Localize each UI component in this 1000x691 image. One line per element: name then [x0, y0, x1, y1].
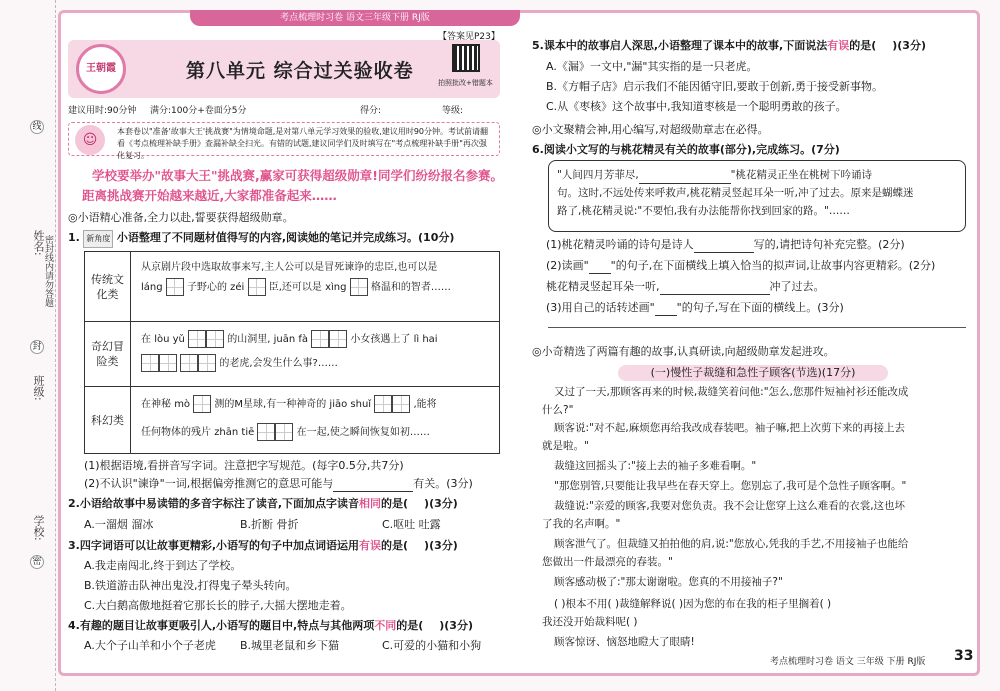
story-line: 裁缝这回摇头了:"接上去的袖子多难看啊。" — [554, 460, 757, 472]
writing-box[interactable] — [248, 278, 266, 296]
text: 在神秘 — [141, 399, 171, 410]
table-row — [85, 387, 499, 453]
text: (2)读画" — [546, 259, 589, 272]
underline-sample — [655, 315, 677, 316]
text: (1)桃花精灵吟诵的诗句是诗人 — [546, 238, 694, 251]
seal-mark-3: 密 — [30, 555, 44, 569]
row-text — [141, 330, 438, 348]
story-line: "那您别管,只要能让我早些在春天穿上。您别忘了,我可是个急性子顾客啊。" — [554, 480, 907, 492]
q6-sub2 — [546, 258, 935, 274]
option: A.我走南闯北,终于到达了学校。 — [84, 559, 242, 572]
top-banner: 考点梳理时习卷 语文三年级下册 RJ版 — [190, 10, 520, 26]
pinyin: mò — [174, 399, 191, 410]
text: 臣,还可以是 — [268, 282, 322, 293]
emphasis: 相同 — [359, 497, 382, 510]
option: A.《漏》一文中,"漏"其实指的是一只老虎。 — [546, 60, 758, 73]
level-label: 等级: — [442, 106, 464, 116]
q6-text: 6.阅读小文写的与桃花精灵有关的故事(部分),完成练习。(7分) — [532, 143, 840, 156]
emphasis: 有误 — [359, 539, 382, 552]
text: 小女孩遇上了 — [350, 334, 411, 345]
writing-box[interactable] — [198, 354, 216, 372]
question-1 — [68, 230, 454, 248]
writing-box[interactable] — [188, 330, 206, 348]
qr-caption: 拍照批改+错题本 — [438, 79, 493, 87]
seal-mark-1: 线 — [30, 120, 44, 134]
got-label: 得分: — [360, 106, 382, 116]
writing-box[interactable] — [311, 330, 329, 348]
pinyin: jiāo shuǐ — [329, 399, 372, 410]
text: 写的,请把诗句补充完整。(2分) — [753, 238, 905, 251]
intro-3: ◎小奇精选了两篇有趣的故事,认真研读,向超级勋章发起进攻。 — [532, 345, 835, 358]
story-line: 什么?" — [542, 404, 574, 416]
question-4 — [68, 618, 473, 634]
story-line: 就是啦。" — [542, 440, 589, 452]
pinyin: láng — [141, 282, 163, 293]
notice-text: 本套卷以"准备'故事大王'挑战赛"为情境命题,是对第八单元学习效果的验收,建议用时90分钟。考试前请翻看《考点梳理补缺手册》查漏补缺全扫光。有错的试题,建议同学们及时填写在"考点梳理补缺手册"再次强化复习。 — [117, 127, 489, 160]
row-category: 传统文化类 — [85, 252, 131, 321]
q1-text: 小语整理了不同题材值得写的内容,阅读她的笔记并完成练习。(10分) — [116, 231, 455, 244]
writing-box[interactable] — [329, 330, 347, 348]
option: B.《方帽子店》启示我们不能因循守旧,要敢于创新,勇于接受新事物。 — [546, 80, 884, 93]
table-row — [85, 322, 499, 387]
writing-box[interactable] — [159, 354, 177, 372]
text: 的是( — [381, 539, 409, 552]
text: 的是( — [396, 619, 424, 632]
answer-blank[interactable] — [333, 491, 413, 492]
text: 测的M星球,有一种神奇的 — [214, 399, 327, 410]
emphasis: 有误 — [827, 39, 850, 52]
text: )(3分) — [424, 539, 458, 552]
option: B.城里老鼠和乡下猫 — [240, 639, 340, 652]
pinyin: lì hai — [413, 334, 438, 345]
text: 子野心的 — [186, 282, 227, 293]
writing-box[interactable] — [193, 395, 211, 413]
pinyin: zhān tiē — [214, 427, 255, 438]
option: C.大白鹅高傲地挺着它那长长的脖子,大摇大摆地走着。 — [84, 599, 352, 612]
option: A.一溜烟 溜冰 — [84, 518, 154, 531]
time-info: 建议用时:90分钟 — [68, 106, 137, 116]
character-icon: ☺ — [75, 125, 105, 155]
writing-box[interactable] — [350, 278, 368, 296]
row-text-2 — [141, 423, 430, 441]
story-line: ( )根本不用( )裁缝解释说( )因为您的布在我的柜子里搁着( ) — [554, 598, 832, 610]
text: 在 — [141, 334, 151, 345]
score-info: 满分:100分+卷面分5分 — [150, 106, 247, 116]
text: "的句子,写在下面的横线上。(3分) — [676, 301, 844, 314]
class-label: 班级: — [32, 375, 45, 401]
text: )(3分) — [424, 497, 458, 510]
story-line — [557, 166, 957, 184]
option: C.呕吐 吐露 — [382, 518, 441, 531]
text: 5.课本中的故事启人深思,小语整理了课本中的故事,下面说法 — [532, 39, 828, 52]
text: 的老虎,会发生什么事?…… — [219, 358, 338, 369]
writing-box[interactable] — [166, 278, 184, 296]
notes-table — [84, 251, 500, 454]
option: C.从《枣核》这个故事中,我知道枣核是一个聪明勇敢的孩子。 — [546, 100, 847, 113]
text: 桃花精灵竖起耳朵一听, — [546, 280, 660, 293]
q1-number: 1. — [68, 231, 80, 244]
answer-ref: 【答案见P23】 — [438, 32, 500, 42]
q1-sub2 — [84, 476, 473, 492]
seal-mark-2: 封 — [30, 340, 44, 354]
text: "人间四月芳菲尽, — [557, 169, 639, 181]
emphasis: 不同 — [374, 619, 397, 632]
pinyin: lòu yǔ — [154, 334, 185, 345]
text: 的是( — [849, 39, 877, 52]
text: 在一起,使之瞬间恢复如初…… — [296, 427, 430, 438]
text: "桃花精灵正坐在桃树下吟诵诗 — [730, 169, 873, 181]
story-box — [548, 160, 966, 232]
brand-logo: 王朝霞 — [76, 44, 126, 94]
writing-box[interactable] — [206, 330, 224, 348]
writing-box[interactable] — [374, 395, 392, 413]
footer: 考点梳理时习卷 语文 三年级 下册 RJ版 — [770, 657, 926, 667]
question-2 — [68, 496, 458, 512]
text: 有关。(3分) — [413, 477, 473, 490]
story-line: 路了,桃花精灵说:"不要怕,我有办法能帮你找到回家的路。"…… — [557, 205, 850, 217]
story-line: 了我的名声啊。" — [542, 518, 621, 530]
writing-box[interactable] — [392, 395, 410, 413]
option: B.折断 骨折 — [240, 518, 299, 531]
story-line: 顾客泄气了。但裁缝又拍拍他的肩,说:"您放心,凭我的手艺,不用接袖子也能给 — [554, 538, 909, 550]
text: (3)用自己的话转述画" — [546, 301, 655, 314]
underline-sample — [589, 273, 611, 274]
notice-box — [68, 122, 500, 160]
row-category: 科幻类 — [85, 387, 131, 453]
text: (2)不认识"谏诤"一词,根据偏旁推测它的意思可能与 — [84, 477, 334, 490]
intro-1: ◎小语精心准备,全力以赴,誓要获得超级勋章。 — [68, 211, 294, 224]
row-text: 从京剧片段中选取故事来写,主人公可以是冒死谏诤的忠臣,也可以是 — [141, 262, 438, 273]
name-label: 姓名: — [32, 230, 45, 256]
school-label: 学校: — [32, 515, 45, 541]
story-line: 顾客惊讶、恼怒地瞪大了眼睛! — [554, 636, 695, 648]
text: )(3分) — [439, 619, 473, 632]
q1-sub1: (1)根据语境,看拼音写字词。注意把字写规范。(每字0.5分,共7分) — [84, 459, 404, 472]
answer-blank[interactable] — [660, 294, 770, 295]
answer-blank[interactable] — [694, 252, 754, 253]
text: 4.有趣的题目让故事更吸引人,小语写的题目中,特点与其他两项 — [68, 619, 375, 632]
seal-notice: 密封线内请勿答题 — [43, 235, 53, 307]
text: "的句子,在下面横线上填入恰当的拟声词,让故事内容更精彩。(2分) — [610, 259, 936, 272]
writing-box[interactable] — [180, 354, 198, 372]
pinyin: juān fà — [273, 334, 309, 345]
row-text — [141, 395, 437, 413]
text: 3.四字词语可以让故事更精彩,小语写的句子中加点词语运用 — [68, 539, 360, 552]
text: 冲了过去。 — [769, 280, 825, 293]
row-category: 奇幻冒险类 — [85, 322, 131, 386]
story-line: 我还没开始裁料呢( ) — [542, 616, 638, 628]
text: 的山洞里, — [227, 334, 271, 345]
question-3 — [68, 538, 458, 554]
q1-tag: 新角度 — [83, 230, 113, 248]
story-line: 顾客感动极了:"那太谢谢啦。您真的不用接袖子?" — [554, 576, 783, 588]
answer-line[interactable] — [548, 327, 966, 328]
text: 任何物体的残片 — [141, 427, 211, 438]
story-line: 句。这时,不远处传来呼救声,桃花精灵竖起耳朵一听,冲了过去。原来是蝴蝶迷 — [557, 187, 914, 199]
row-text-2 — [141, 354, 338, 372]
pinyin: xìng — [325, 282, 347, 293]
story-line: 又过了一天,那顾客再来的时候,裁缝笑着问他:"怎么,您那件短袖衬衫还能改成 — [554, 386, 909, 398]
option: A.大个子山羊和小个子老虎 — [84, 639, 216, 652]
row-text-2 — [141, 278, 451, 296]
text: 格温和的智者…… — [370, 282, 451, 293]
q6-sub2-line — [546, 279, 825, 295]
banner-line-2: 距离挑战赛开始越来越近,大家都准备起来…… — [82, 188, 337, 203]
page-title: 第八单元 综合过关验收卷 — [186, 60, 414, 82]
section-title: (一)慢性子裁缝和急性子顾客(节选)(17分) — [618, 365, 888, 381]
writing-box[interactable] — [275, 423, 293, 441]
banner-line-1: 学校要举办"故事大王"挑战赛,赢家可获得超级勋章!同学们纷纷报名参赛。 — [92, 168, 503, 183]
binding-gutter — [0, 0, 56, 691]
story-line: 您做出一件最漂亮的春装。" — [542, 556, 673, 568]
pinyin: zéi — [230, 282, 245, 293]
table-row — [85, 252, 499, 322]
q6-sub1 — [546, 237, 905, 253]
qr-code-icon[interactable] — [452, 44, 480, 72]
text: )(3分) — [892, 39, 926, 52]
story-line: 裁缝说:"亲爱的顾客,我要对您负责。我不会让您穿上这么难看的衣裳,这也坏 — [554, 500, 906, 512]
text: 的是( — [381, 497, 409, 510]
page-number: 33 — [954, 648, 974, 664]
intro-2: ◎小文聚精会神,用心编写,对超级勋章志在必得。 — [532, 123, 769, 136]
question-6 — [532, 142, 840, 158]
writing-box[interactable] — [141, 354, 159, 372]
text: ,能将 — [413, 399, 437, 410]
text: 2.小语给故事中易读错的多音字标注了读音,下面加点字读音 — [68, 497, 360, 510]
question-5 — [532, 38, 926, 54]
writing-box[interactable] — [257, 423, 275, 441]
q6-sub3 — [546, 300, 844, 316]
story-line: 顾客说:"对不起,麻烦您再给我改成春装吧。袖子嘛,把上次剪下来的再接上去 — [554, 422, 906, 434]
option: C.可爱的小猫和小狗 — [382, 639, 482, 652]
option: B.铁道游击队神出鬼没,打得鬼子晕头转向。 — [84, 579, 297, 592]
